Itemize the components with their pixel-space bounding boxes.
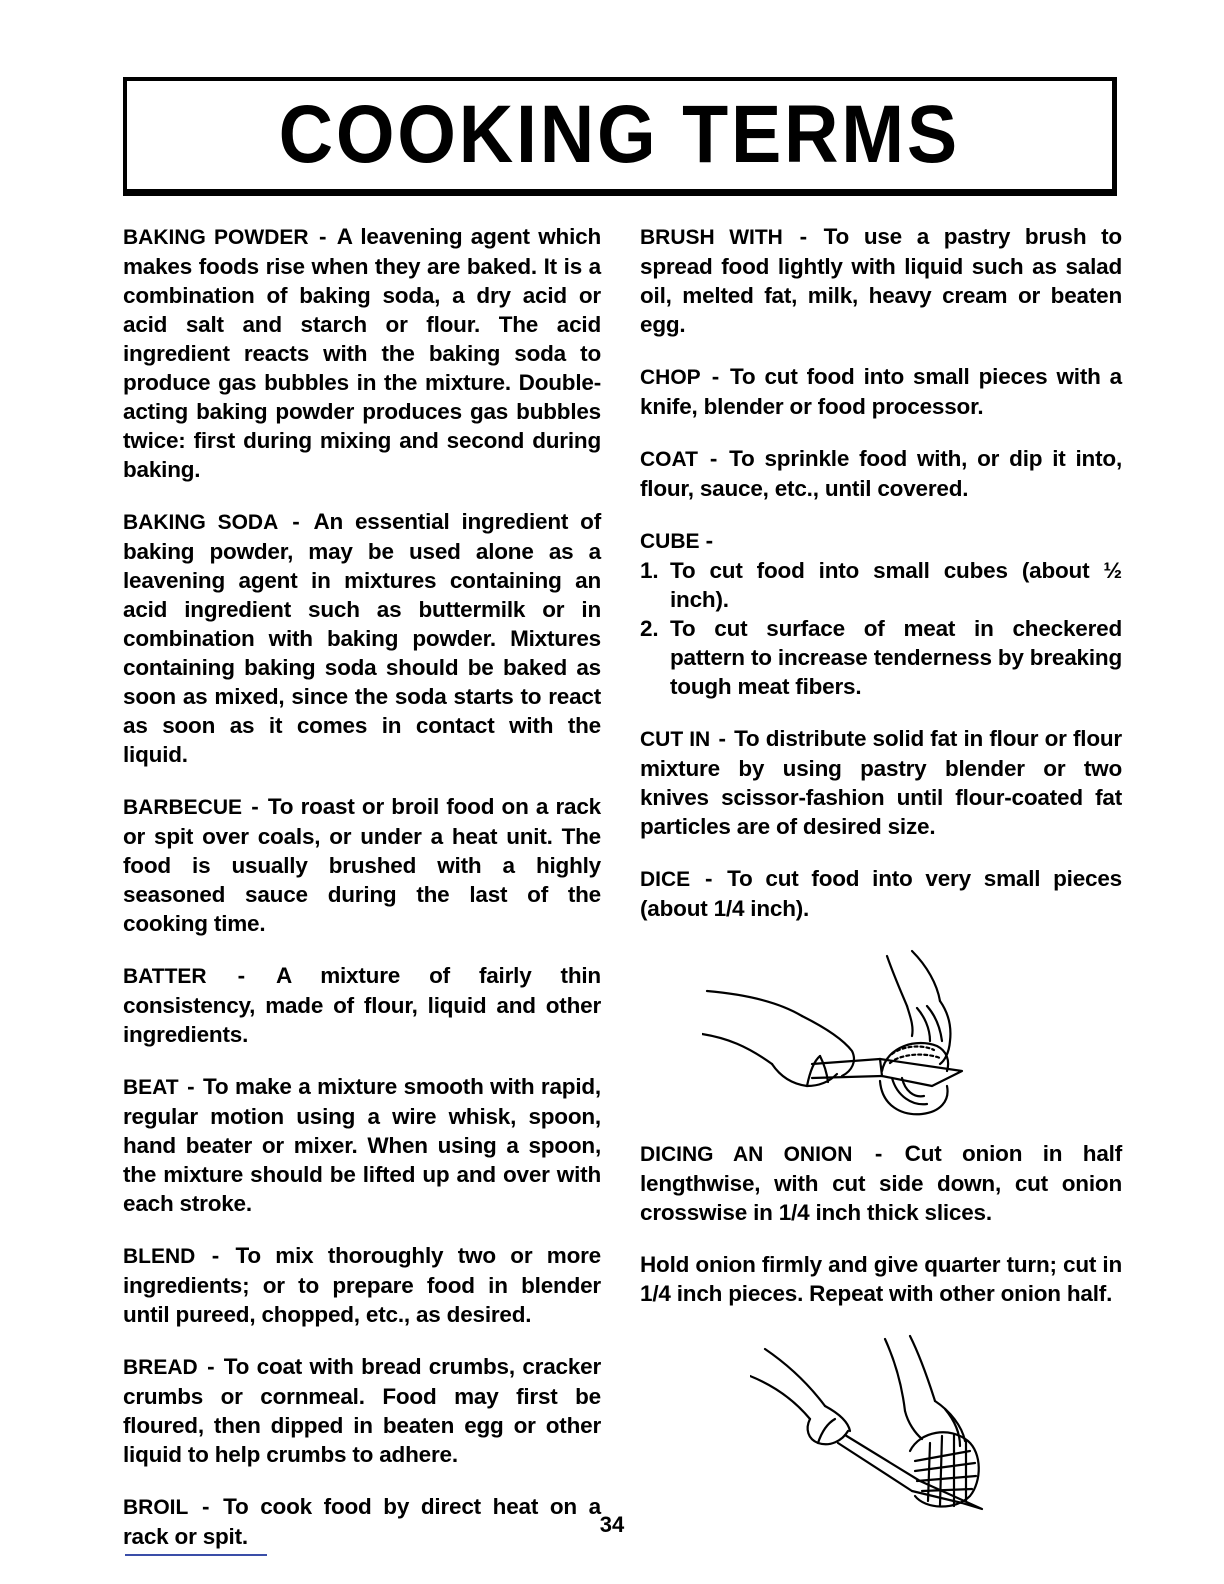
term-definition: To sprinkle food with, or dip it into, flour, sauce, etc., until covered.	[640, 446, 1122, 501]
term-label: BAKING POWDER	[123, 226, 309, 249]
term-label: BAKING SODA	[123, 511, 279, 534]
term-entry-barbecue: BARBECUE - To roast or broil food on a rack or spit over coals, or under a heat unit. The food is usually brushed with a highly seasoned sauce during the last of the cooking time.	[123, 794, 601, 936]
term-definition: To cut food into small pieces with a knife, blender or food processor.	[640, 364, 1122, 419]
cube-item	[640, 614, 1122, 701]
term-entry-coat: COAT - To sprinkle food with, or dip it into, flour, sauce, etc., until covered.	[640, 446, 1122, 501]
term-label: BRUSH WITH	[640, 226, 783, 249]
term-definition: To cut food into very small pieces (about 1/4 inch).	[640, 866, 1122, 921]
term-definition: To use a pastry brush to spread food lightly with liquid such as salad oil, melted fat, milk, heavy cream or beaten egg.	[640, 224, 1122, 337]
term-label: BARBECUE	[123, 796, 243, 819]
term-label: BLEND	[123, 1245, 196, 1268]
title-box	[123, 77, 1117, 196]
term-label: DICE	[640, 868, 691, 891]
term-label: CUBE	[640, 530, 700, 553]
term-definition: Cut onion in half lengthwise, with cut side down, cut onion crosswise in 1/4 inch thick slices.	[640, 1141, 1122, 1225]
term-entry-beat: BEAT - To make a mixture smooth with rapid, regular motion using a wire whisk, spoon, hand beater or mixer. When using a spoon, the mixture should be lifted up and over with each stroke.	[123, 1074, 601, 1216]
term-entry-cube: CUBE - 1. To cut food into small cubes (about ½ inch). 2. To cut surface of meat in checkered pattern to increase tenderness by breaking tough meat fibers.	[640, 528, 1122, 699]
cube-item	[640, 556, 1122, 614]
bottom-rule-divider	[125, 1554, 267, 1556]
onion-dicing-illustration	[750, 1331, 990, 1521]
term-label: BATTER	[123, 965, 207, 988]
cube-item-number: 1.	[640, 558, 659, 583]
term-entry-blend: BLEND - To mix thoroughly two or more ingredients; or to prepare food in blender until pureed, chopped, etc., as desired.	[123, 1243, 601, 1327]
term-label: CUT IN	[640, 728, 711, 751]
term-entry-batter: BATTER - A mixture of fairly thin consistency, made of flour, liquid and other ingredients.	[123, 963, 601, 1047]
term-definition: To distribute solid fat in flour or flour mixture by using pastry blender or two knives scissor-fashion until flour-coated fat particles are of desired size.	[640, 726, 1122, 839]
term-entry-cut-in: CUT IN - To distribute solid fat in flour or flour mixture by using pastry blender or two knives scissor-fashion until flour-coated fat particles are of desired size.	[640, 726, 1122, 839]
term-label: CHOP	[640, 366, 701, 389]
term-label: BEAT	[123, 1076, 179, 1099]
term-label: BREAD	[123, 1356, 198, 1379]
term-entry-baking-soda: BAKING SODA - An essential ingredient of baking powder, may be used alone as a leavening agent in mixtures containing an acid ingredient such as buttermilk or in combination with baking powder. Mixtures containing baking soda should be baked as soon as mixed, since the soda starts to react as soon as it comes in contact with the liquid.	[123, 509, 601, 767]
term-entry-brush-with: BRUSH WITH - To use a pastry brush to spread food lightly with liquid such as salad oil, melted fat, milk, heavy cream or beaten egg.	[640, 224, 1122, 337]
term-entry-dicing-an-onion: DICING AN ONION - Cut onion in half lengthwise, with cut side down, cut onion crosswise in 1/4 inch thick slices.	[640, 1141, 1122, 1225]
term-definition: A leavening agent which makes foods rise when they are baked. It is a combination of baking soda, a dry acid or acid salt and starch or flour. The acid ingredient reacts with the baking soda to produce gas bubbles in the mixture. Double-acting baking powder produces gas bubbles twice: first during mixing and second during baking.	[123, 224, 601, 482]
cube-item-text: To cut food into small cubes (about ½ inch).	[670, 558, 1122, 612]
cube-item-text: To cut surface of meat in checkered pattern to increase tenderness by breaking tough meat fibers.	[670, 616, 1122, 699]
term-label: DICING AN ONION	[640, 1143, 853, 1166]
onion-instruction-text: Hold onion firmly and give quarter turn; cut in 1/4 inch pieces. Repeat with other onion half.	[640, 1252, 1122, 1306]
term-definition: To coat with bread crumbs, cracker crumbs or cornmeal. Food may first be floured, then dipped in beaten egg or other liquid to help crumbs to adhere.	[123, 1354, 601, 1467]
term-definition: To make a mixture smooth with rapid, regular motion using a wire whisk, spoon, hand beater or mixer. When using a spoon, the mixture should be lifted up and over with each stroke.	[123, 1074, 601, 1216]
term-entry-broil: BROIL - To cook food by direct heat on a rack or spit.	[123, 1494, 601, 1549]
onion-slicing-illustration	[702, 946, 982, 1121]
term-entry-baking-powder: BAKING POWDER - A leavening agent which makes foods rise when they are baked. It is a combination of baking soda, a dry acid or acid salt and starch or flour. The acid ingredient reacts with the baking soda to produce gas bubbles in the mixture. Double-acting baking powder produces gas bubbles twice: first during mixing and second during baking.	[123, 224, 601, 482]
cube-item-number: 2.	[640, 616, 659, 641]
left-column	[123, 222, 601, 1574]
term-definition: A mixture of fairly thin consistency, made of flour, liquid and other ingredients.	[123, 963, 601, 1047]
term-definition: An essential ingredient of baking powder, may be used alone as a leavening agent in mixtures containing an acid ingredient such as buttermilk or in combination with baking powder. Mixtures containing baking soda should be baked as soon as mixed, since the soda starts to react as soon as it comes in contact with the liquid.	[123, 509, 601, 767]
right-column	[640, 222, 1122, 1539]
term-entry-chop: CHOP - To cut food into small pieces with a knife, blender or food processor.	[640, 364, 1122, 419]
term-entry-bread: BREAD - To coat with bread crumbs, cracker crumbs or cornmeal. Food may first be floured, then dipped in beaten egg or other liquid to help crumbs to adhere.	[123, 1354, 601, 1467]
term-definition: To roast or broil food on a rack or spit over coals, or under a heat unit. The food is usually brushed with a highly seasoned sauce during the last of the cooking time.	[123, 794, 601, 936]
term-definition: To cook food by direct heat on a rack or spit.	[123, 1494, 601, 1549]
term-definition: To mix thoroughly two or more ingredients; or to prepare food in blender until pureed, chopped, etc., as desired.	[123, 1243, 601, 1327]
page-number: 34	[599, 1512, 625, 1537]
term-label: COAT	[640, 448, 698, 471]
term-label: BROIL	[123, 1496, 189, 1519]
page-title: COOKING TERMS	[278, 89, 961, 180]
term-entry-dice: DICE - To cut food into very small pieces (about 1/4 inch).	[640, 866, 1122, 921]
